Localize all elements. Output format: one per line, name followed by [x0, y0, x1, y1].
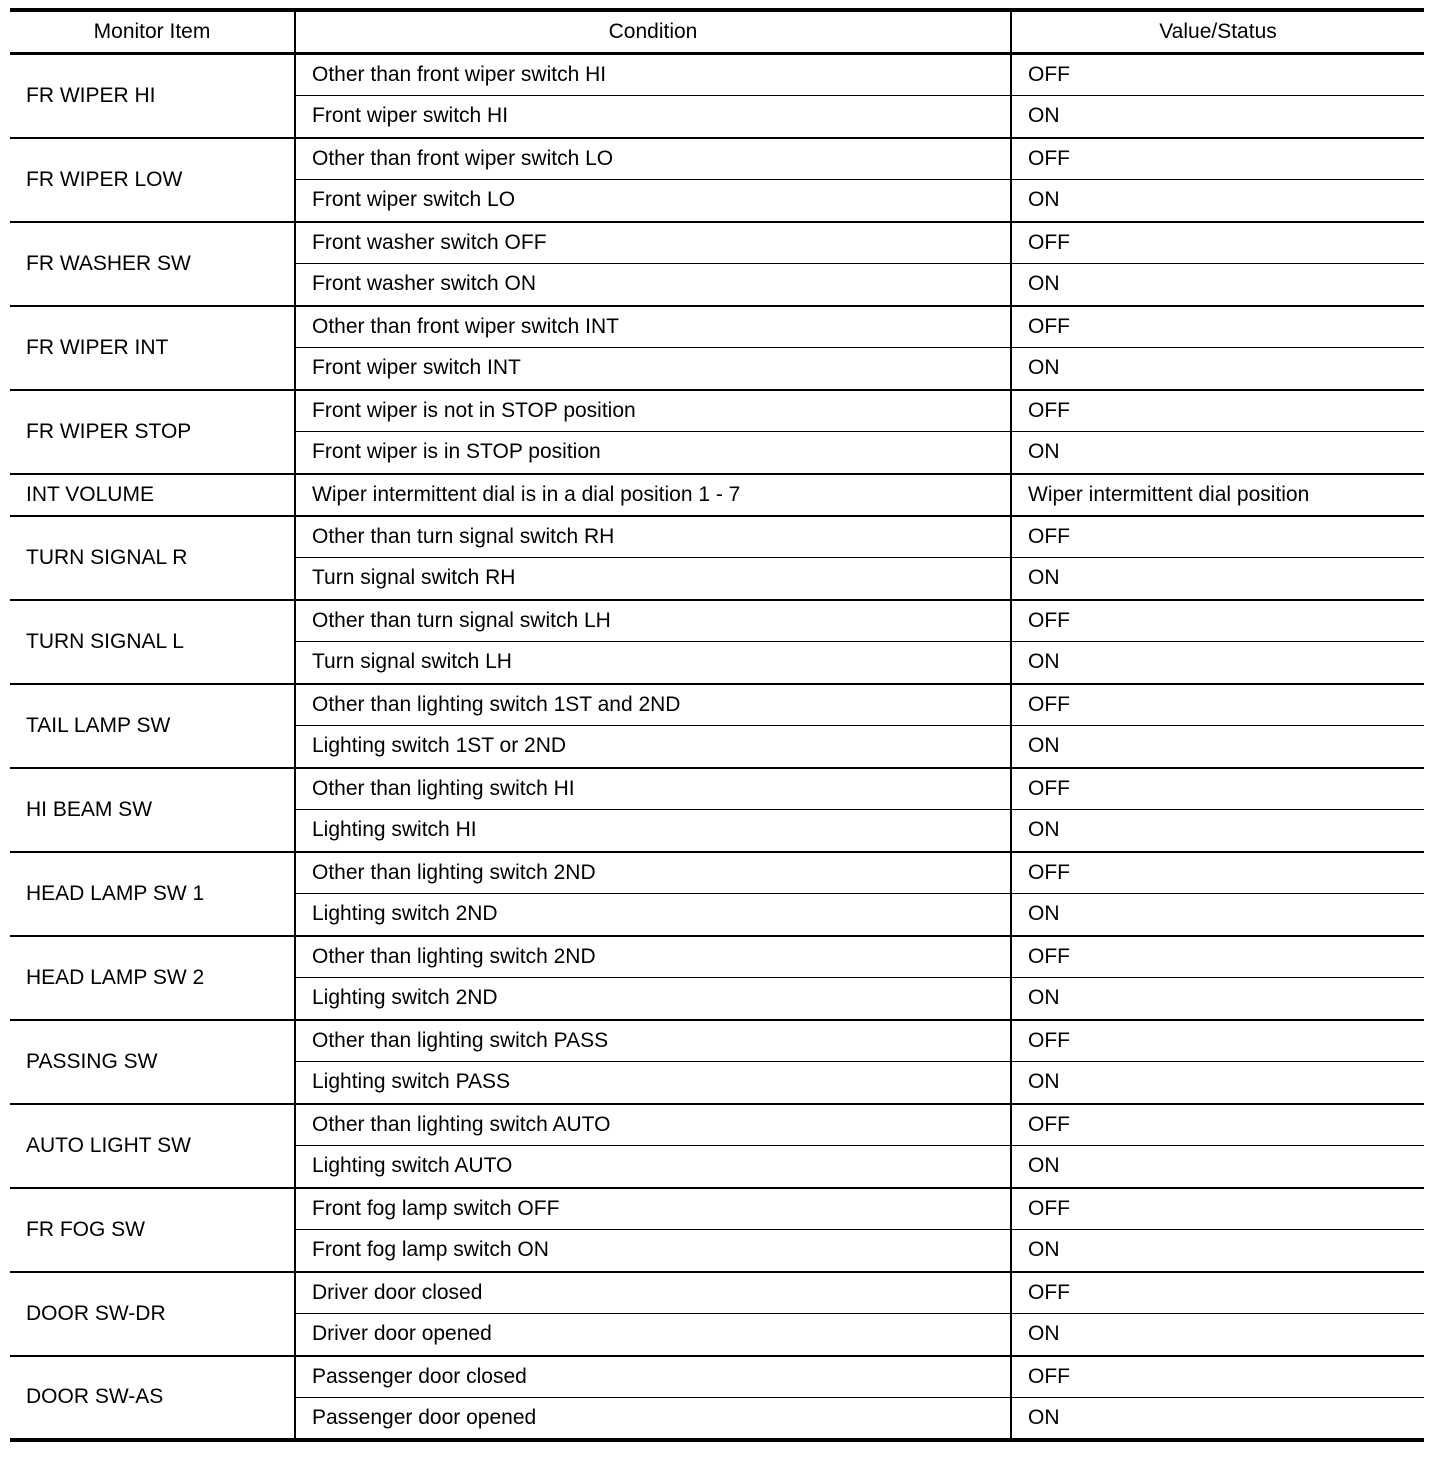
condition-cell: Driver door closed [295, 1272, 1011, 1314]
monitor-item-cell: HEAD LAMP SW 1 [10, 852, 295, 936]
value-status-cell: OFF [1011, 600, 1424, 642]
monitor-item-cell: HI BEAM SW [10, 768, 295, 852]
condition-cell: Lighting switch 2ND [295, 894, 1011, 936]
monitor-item-cell: FR WASHER SW [10, 222, 295, 306]
table-row [10, 54, 1424, 96]
value-status-cell: ON [1011, 348, 1424, 390]
header-value-status: Value/Status [1011, 10, 1424, 54]
value-status-cell: ON [1011, 1398, 1424, 1440]
value-status-cell: ON [1011, 1146, 1424, 1188]
monitor-item-cell: INT VOLUME [10, 474, 295, 516]
value-status-cell: OFF [1011, 684, 1424, 726]
value-status-cell: OFF [1011, 222, 1424, 264]
condition-cell: Lighting switch HI [295, 810, 1011, 852]
value-status-cell: ON [1011, 1062, 1424, 1104]
condition-cell: Other than turn signal switch RH [295, 516, 1011, 558]
monitor-item-cell: FR WIPER INT [10, 306, 295, 390]
monitor-item-cell: FR FOG SW [10, 1188, 295, 1272]
condition-cell: Front wiper switch HI [295, 96, 1011, 138]
value-status-cell: OFF [1011, 768, 1424, 810]
condition-cell: Lighting switch AUTO [295, 1146, 1011, 1188]
value-status-cell: ON [1011, 894, 1424, 936]
condition-cell: Front washer switch ON [295, 264, 1011, 306]
condition-cell: Front fog lamp switch OFF [295, 1188, 1011, 1230]
condition-cell: Other than front wiper switch LO [295, 138, 1011, 180]
monitor-item-cell: PASSING SW [10, 1020, 295, 1104]
monitor-item-cell: FR WIPER LOW [10, 138, 295, 222]
condition-cell: Lighting switch 1ST or 2ND [295, 726, 1011, 768]
monitor-item-cell: AUTO LIGHT SW [10, 1104, 295, 1188]
value-status-cell: OFF [1011, 390, 1424, 432]
value-status-cell: OFF [1011, 516, 1424, 558]
condition-cell: Turn signal switch RH [295, 558, 1011, 600]
header-monitor-item: Monitor Item [10, 10, 295, 54]
condition-cell: Other than lighting switch AUTO [295, 1104, 1011, 1146]
monitor-item-cell: TAIL LAMP SW [10, 684, 295, 768]
table-row [10, 306, 1424, 348]
condition-cell: Other than front wiper switch HI [295, 54, 1011, 96]
header-condition: Condition [295, 10, 1011, 54]
value-status-cell: ON [1011, 978, 1424, 1020]
monitor-item-cell: TURN SIGNAL R [10, 516, 295, 600]
condition-cell: Front wiper is in STOP position [295, 432, 1011, 474]
value-status-cell: OFF [1011, 936, 1424, 978]
monitor-item-cell: HEAD LAMP SW 2 [10, 936, 295, 1020]
condition-cell: Driver door opened [295, 1314, 1011, 1356]
condition-cell: Turn signal switch LH [295, 642, 1011, 684]
table-row [10, 1188, 1424, 1230]
value-status-cell: ON [1011, 810, 1424, 852]
condition-cell: Front fog lamp switch ON [295, 1230, 1011, 1272]
value-status-cell: ON [1011, 558, 1424, 600]
value-status-cell: ON [1011, 264, 1424, 306]
monitor-item-cell: DOOR SW-AS [10, 1356, 295, 1440]
value-status-cell: OFF [1011, 1020, 1424, 1062]
condition-cell: Front wiper switch INT [295, 348, 1011, 390]
condition-cell: Other than lighting switch HI [295, 768, 1011, 810]
table-row [10, 1356, 1424, 1398]
condition-cell: Other than lighting switch 2ND [295, 936, 1011, 978]
table-row [10, 852, 1424, 894]
table-row [10, 516, 1424, 558]
table-row [10, 684, 1424, 726]
condition-cell: Lighting switch 2ND [295, 978, 1011, 1020]
table-row [10, 222, 1424, 264]
monitor-item-cell: FR WIPER STOP [10, 390, 295, 474]
value-status-cell: ON [1011, 180, 1424, 222]
condition-cell: Front wiper is not in STOP position [295, 390, 1011, 432]
value-status-cell: OFF [1011, 1272, 1424, 1314]
monitor-item-cell: TURN SIGNAL L [10, 600, 295, 684]
table-row [10, 390, 1424, 432]
monitor-item-cell: FR WIPER HI [10, 54, 295, 138]
value-status-cell: ON [1011, 96, 1424, 138]
value-status-cell: Wiper intermittent dial position [1011, 474, 1424, 516]
table-header-row [10, 10, 1424, 54]
value-status-cell: OFF [1011, 1356, 1424, 1398]
value-status-cell: OFF [1011, 1104, 1424, 1146]
table-row [10, 600, 1424, 642]
condition-cell: Other than lighting switch 2ND [295, 852, 1011, 894]
condition-cell: Front wiper switch LO [295, 180, 1011, 222]
value-status-cell: ON [1011, 1314, 1424, 1356]
condition-cell: Other than lighting switch 1ST and 2ND [295, 684, 1011, 726]
condition-cell: Other than turn signal switch LH [295, 600, 1011, 642]
condition-cell: Passenger door closed [295, 1356, 1011, 1398]
value-status-cell: OFF [1011, 54, 1424, 96]
condition-cell: Other than lighting switch PASS [295, 1020, 1011, 1062]
monitor-item-table [10, 8, 1424, 1442]
condition-cell: Lighting switch PASS [295, 1062, 1011, 1104]
condition-cell: Front washer switch OFF [295, 222, 1011, 264]
value-status-cell: ON [1011, 642, 1424, 684]
table-row [10, 1104, 1424, 1146]
table-row [10, 936, 1424, 978]
condition-cell: Passenger door opened [295, 1398, 1011, 1440]
table-body [10, 54, 1424, 1440]
value-status-cell: OFF [1011, 306, 1424, 348]
value-status-cell: ON [1011, 726, 1424, 768]
value-status-cell: OFF [1011, 1188, 1424, 1230]
value-status-cell: OFF [1011, 138, 1424, 180]
table-row [10, 1020, 1424, 1062]
table-row [10, 138, 1424, 180]
table-row [10, 768, 1424, 810]
condition-cell: Other than front wiper switch INT [295, 306, 1011, 348]
table-row [10, 474, 1424, 516]
value-status-cell: ON [1011, 432, 1424, 474]
condition-cell: Wiper intermittent dial is in a dial position 1 - 7 [295, 474, 1011, 516]
table-row [10, 1272, 1424, 1314]
value-status-cell: ON [1011, 1230, 1424, 1272]
monitor-item-cell: DOOR SW-DR [10, 1272, 295, 1356]
value-status-cell: OFF [1011, 852, 1424, 894]
